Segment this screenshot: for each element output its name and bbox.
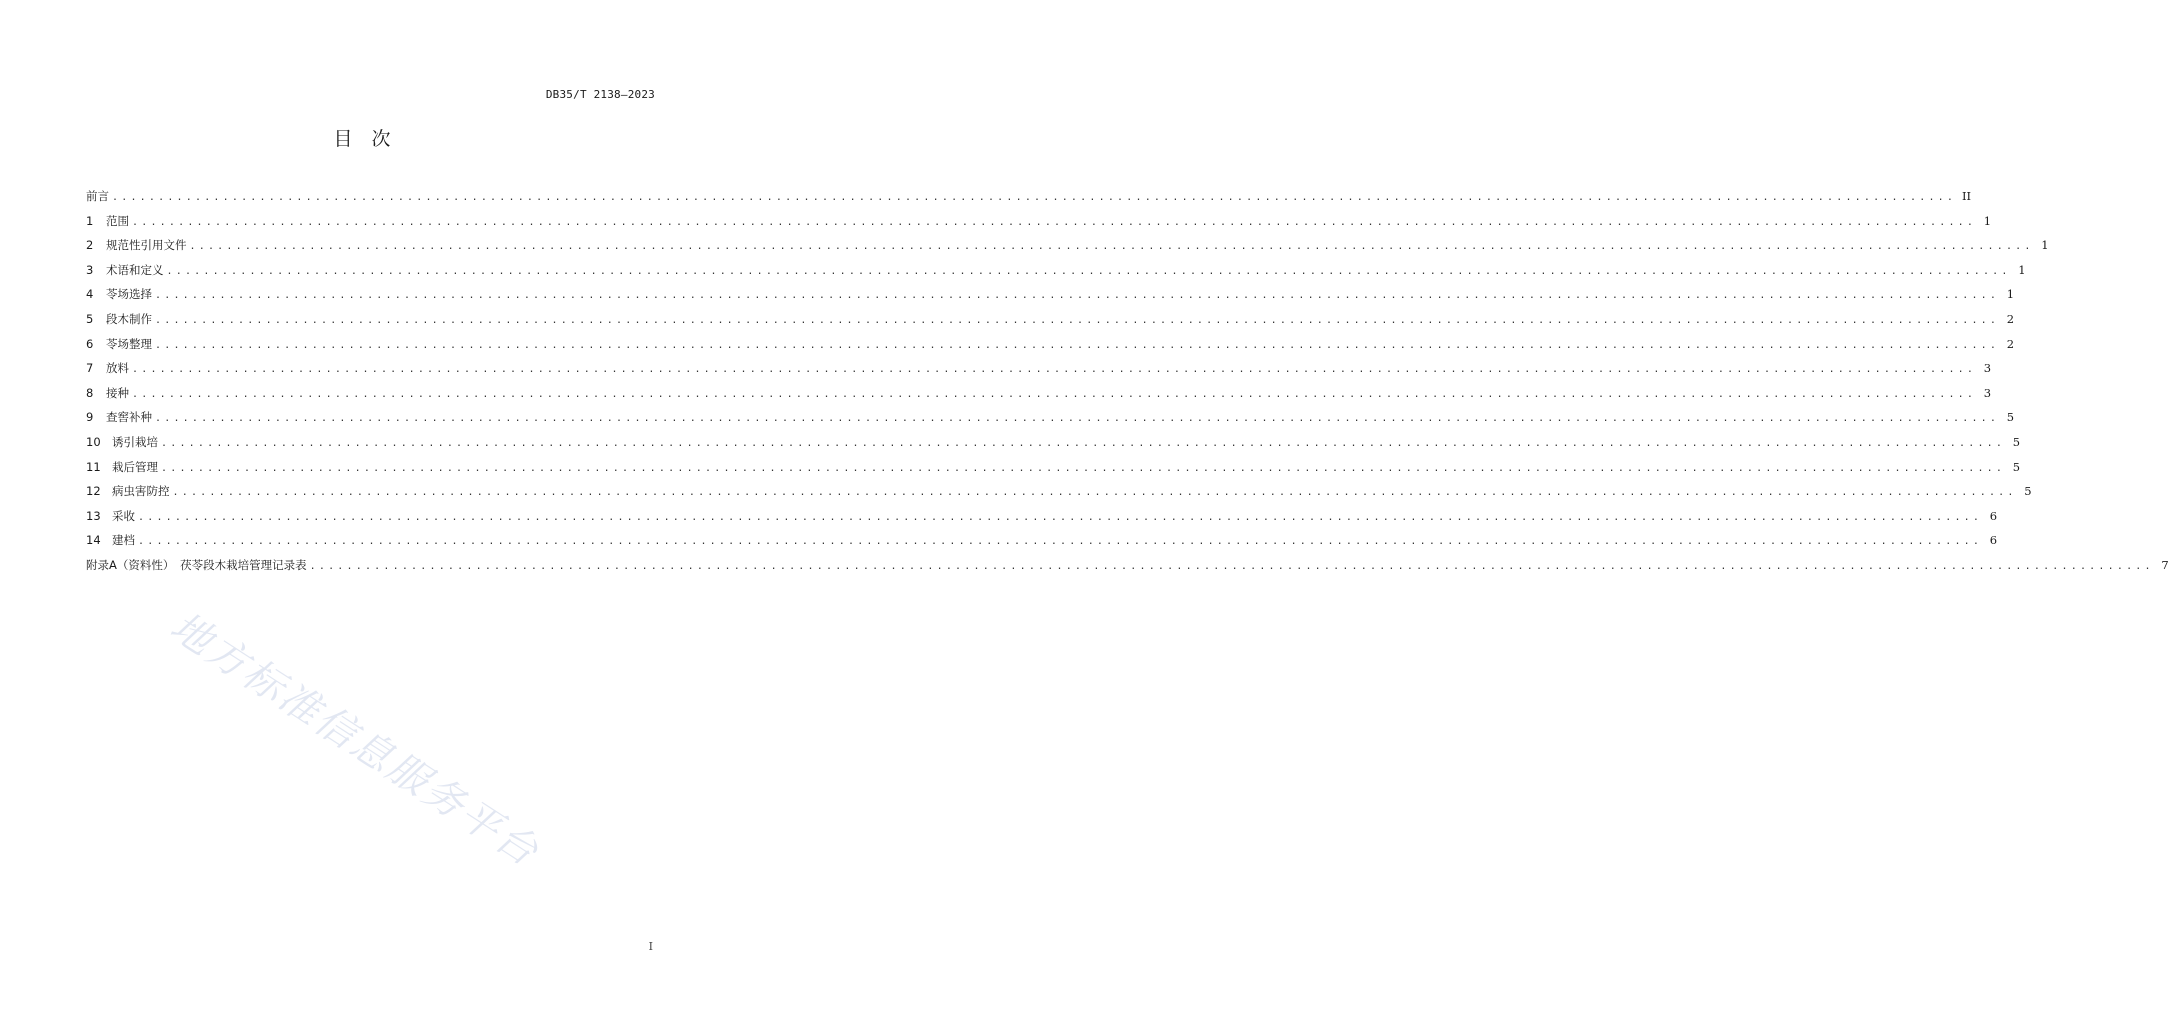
toc-leader-dots: ........................................................................................................................................................................................................ — [155, 314, 2000, 326]
toc-entry-label: 术语和定义 — [106, 262, 164, 277]
toc-entry[interactable] — [86, 286, 2015, 311]
toc-entry-page: 1 — [2041, 238, 2049, 253]
toc-entry-page: 5 — [2012, 434, 2021, 449]
toc-entry-page: 1 — [1983, 213, 1992, 228]
toc-leader-dots: ........................................................................................................................................................................................................ — [112, 192, 1957, 203]
toc-entry[interactable] — [86, 557, 2169, 582]
toc-leader-dots: ........................................................................................................................................................................................................ — [138, 511, 1983, 523]
toc-entry-number: 4 — [86, 287, 94, 302]
toc-leader-dots: ........................................................................................................................................................................................................ — [309, 560, 2154, 572]
toc-entry[interactable] — [86, 237, 2049, 262]
toc-leader-dots: ........................................................................................................................................................................................................ — [138, 536, 1983, 548]
toc-entry-page: 5 — [2024, 484, 2032, 499]
toc-entry-label: 附录A（资料性） 茯苓段木栽培管理记录表 — [86, 557, 307, 572]
toc-entry[interactable] — [86, 483, 2032, 508]
toc-entry-page: 2 — [2006, 311, 2015, 326]
toc-entry-number: 2 — [86, 238, 94, 253]
toc-entry[interactable] — [86, 434, 2021, 459]
toc-entry-number: 7 — [86, 361, 94, 376]
toc-entry[interactable] — [86, 409, 2015, 434]
toc-entry[interactable] — [86, 311, 2015, 336]
toc-entry-number: 9 — [86, 410, 94, 425]
toc-entry[interactable] — [86, 532, 1998, 557]
toc-entry[interactable] — [86, 336, 2015, 361]
toc-entry-label: 苓场选择 — [106, 287, 152, 302]
page-number: I — [648, 940, 653, 953]
toc-leader-dots: ........................................................................................................................................................................................................ — [155, 290, 2000, 302]
toc-entry-number: 6 — [86, 336, 94, 351]
toc-entry-number: 10 — [86, 434, 101, 449]
toc-entry-label: 栽后管理 — [112, 459, 158, 474]
toc-leader-dots: ........................................................................................................................................................................................................ — [155, 413, 2000, 425]
toc-entry-label: 接种 — [106, 385, 129, 400]
toc-entry[interactable] — [86, 188, 1972, 213]
toc-entry-page: 6 — [1989, 533, 1998, 548]
watermark: 地方标准信息服务平台 — [162, 603, 548, 877]
toc-leader-dots: ........................................................................................................................................................................................................ — [132, 388, 1977, 400]
toc-entry-page: II — [1962, 189, 1972, 203]
toc-entry-number: 13 — [86, 508, 101, 523]
toc-entry-label: 诱引栽培 — [112, 434, 158, 449]
toc-entry-number: 12 — [86, 484, 101, 499]
toc-leader-dots: ........................................................................................................................................................................................................ — [166, 265, 2011, 277]
toc-entry[interactable] — [86, 459, 2021, 484]
toc-entry-number: 8 — [86, 385, 94, 400]
toc-entry-page: 6 — [1989, 508, 1998, 523]
toc-entry-number: 1 — [86, 213, 94, 228]
toc-entry-number: 14 — [86, 533, 101, 548]
table-of-contents — [86, 188, 2169, 582]
toc-entry[interactable] — [86, 385, 1992, 410]
toc-leader-dots: ........................................................................................................................................................................................................ — [172, 487, 2017, 499]
toc-entry-number: 3 — [86, 262, 94, 277]
toc-entry-label: 建档 — [112, 533, 135, 548]
toc-entry-label: 规范性引用文件 — [106, 238, 187, 253]
toc-entry[interactable] — [86, 213, 1992, 238]
toc-entry-page: 1 — [2006, 287, 2015, 302]
toc-entry-label: 苓场整理 — [106, 336, 152, 351]
toc-leader-dots: ........................................................................................................................................................................................................ — [132, 364, 1977, 376]
toc-entry-page: 1 — [2018, 262, 2026, 277]
toc-entry-page: 5 — [2012, 459, 2021, 474]
toc-title: 目 次 — [333, 128, 391, 150]
toc-leader-dots: ........................................................................................................................................................................................................ — [189, 241, 2034, 253]
document-code: DB35/T 2138—2023 — [545, 88, 655, 101]
toc-entry[interactable] — [86, 262, 2026, 287]
toc-entry-label: 放料 — [106, 361, 129, 376]
toc-entry-label: 段木制作 — [106, 311, 152, 326]
toc-leader-dots: ........................................................................................................................................................................................................ — [155, 339, 2000, 351]
toc-entry-page: 7 — [2161, 557, 2169, 572]
toc-entry[interactable] — [86, 360, 1992, 385]
toc-leader-dots: ........................................................................................................................................................................................................ — [161, 437, 2006, 449]
toc-entry-label: 采收 — [112, 508, 135, 523]
toc-entry-label: 病虫害防控 — [112, 484, 170, 499]
toc-entry-label: 前言 — [86, 189, 109, 203]
toc-leader-dots: ........................................................................................................................................................................................................ — [161, 462, 2006, 474]
toc-entry-page: 2 — [2006, 336, 2015, 351]
toc-entry-number: 11 — [86, 459, 101, 474]
toc-entry[interactable] — [86, 508, 1998, 533]
toc-leader-dots: ........................................................................................................................................................................................................ — [132, 216, 1977, 228]
toc-entry-label: 范围 — [106, 213, 129, 228]
toc-entry-label: 查窖补种 — [106, 410, 152, 425]
toc-entry-page: 3 — [1983, 385, 1992, 400]
toc-entry-page: 5 — [2006, 410, 2015, 425]
toc-entry-page: 3 — [1983, 361, 1992, 376]
toc-entry-number: 5 — [86, 311, 94, 326]
